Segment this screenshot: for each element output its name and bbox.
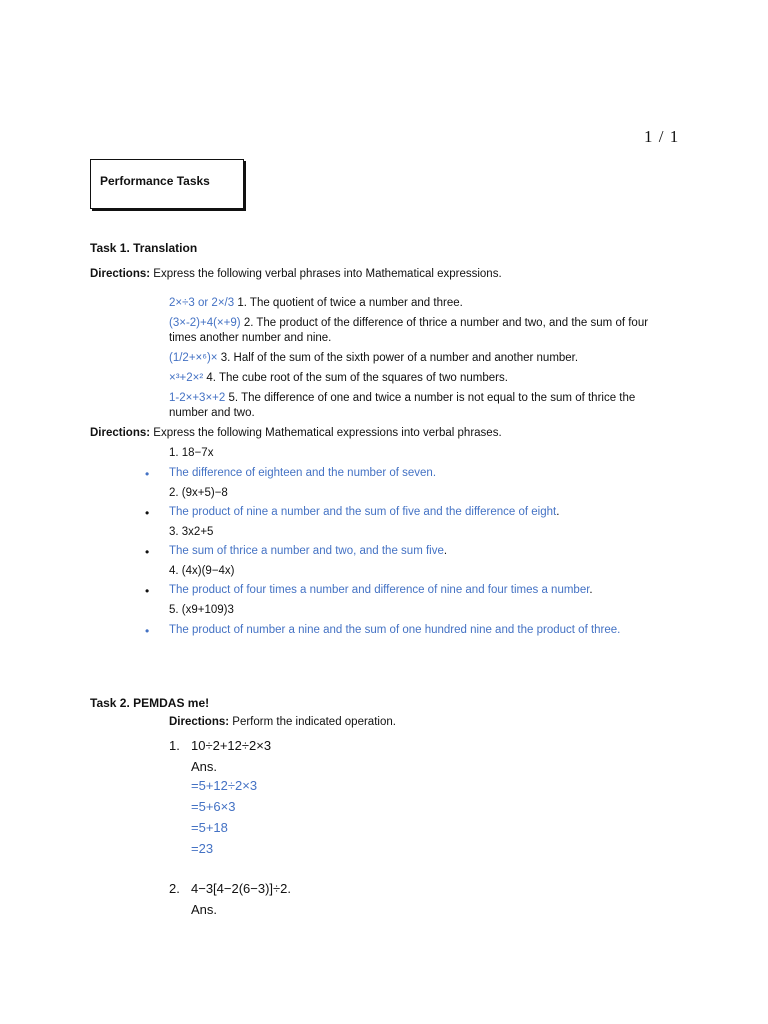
- task1-directions-2: [90, 427, 502, 439]
- directions-label: Directions:: [169, 716, 230, 728]
- translation-answer: (1/2+×⁶)×: [169, 352, 218, 364]
- translation-item-5: [169, 391, 635, 406]
- bullet-icon: •: [145, 506, 150, 520]
- translation-item-5-cont: number and two.: [169, 407, 255, 419]
- directions-label: Directions:: [90, 427, 151, 439]
- task1-directions-1: [90, 268, 502, 280]
- answer-label: Ans.: [191, 902, 218, 917]
- answer-label: Ans.: [191, 759, 218, 774]
- translation-item-4: [169, 371, 508, 386]
- translation-phrase: 1. The quotient of twice a number and three.: [237, 297, 463, 309]
- translation-answer: 1-2×+3×+2: [169, 392, 226, 404]
- translation-phrase: 2. The product of the difference of thrice a number and two, and the sum of four: [243, 317, 649, 329]
- task1-heading: Task 1. Translation: [90, 241, 198, 255]
- translation-phrase: 3. Half of the sum of the sixth power of a number and another number.: [220, 352, 579, 364]
- translation-phrase: 4. The cube root of the sum of the squares of two numbers.: [206, 372, 508, 384]
- verbal-answer-3: • The sum of thrice a number and two, and the sum five.: [145, 545, 448, 559]
- expression-3: 3. 3x2+5: [169, 526, 214, 538]
- task2-heading: Task 2. PEMDAS me!: [90, 696, 210, 710]
- pemdas-problem-2: [169, 881, 292, 896]
- page-indicator: 1 / 1: [644, 127, 680, 146]
- problem-expression: 4−3[4−2(6−3)]÷2.: [191, 881, 292, 896]
- solution-step: =23: [191, 841, 214, 856]
- translation-item-1: [169, 296, 463, 311]
- expression-1: 1. 18−7x: [169, 447, 214, 459]
- page-title: Performance Tasks: [100, 174, 210, 188]
- expression-4: 4. (4x)(9−4x): [169, 565, 235, 577]
- bullet-icon: •: [145, 584, 150, 598]
- translation-item-2-cont: times another number and nine.: [169, 332, 332, 344]
- directions-text: Express the following Mathematical expressions into verbal phrases.: [153, 427, 502, 439]
- translation-answer: (3×-2)+4(×+9): [169, 317, 241, 329]
- bullet-icon: •: [145, 624, 150, 638]
- translation-item-3: [169, 351, 578, 366]
- problem-number: 2.: [169, 881, 180, 896]
- expression-5: 5. (x9+109)3: [169, 604, 234, 616]
- expression-2: 2. (9x+5)−8: [169, 487, 228, 499]
- verbal-answer-1: • The difference of eighteen and the number of seven.: [145, 467, 437, 481]
- directions-text: Perform the indicated operation.: [232, 716, 396, 728]
- translation-phrase: 5. The difference of one and twice a number is not equal to the sum of thrice the: [228, 392, 636, 404]
- directions-label: Directions:: [90, 268, 151, 280]
- verbal-answer-4: • The product of four times a number and difference of nine and four times a number.: [145, 584, 593, 598]
- problem-expression: 10÷2+12÷2×3: [191, 738, 272, 753]
- bullet-icon: •: [145, 545, 150, 559]
- verbal-answer-5: • The product of number a nine and the sum of one hundred nine and the product of three.: [145, 624, 621, 638]
- problem-number: 1.: [169, 738, 180, 753]
- bullet-icon: •: [145, 467, 150, 481]
- translation-answer: ×³+2×²: [169, 372, 204, 384]
- verbal-answer-2: • The product of nine a number and the sum of five and the difference of eight.: [145, 506, 560, 520]
- translation-answer: 2×÷3 or 2×/3: [169, 297, 235, 309]
- translation-item-2: [169, 316, 648, 331]
- title-box: [90, 159, 244, 209]
- task2-directions: [169, 716, 396, 728]
- solution-step: =5+18: [191, 820, 228, 835]
- pemdas-problem-1: [169, 738, 272, 753]
- solution-step: =5+6×3: [191, 799, 236, 814]
- solution-step: =5+12÷2×3: [191, 778, 258, 793]
- directions-text: Express the following verbal phrases into Mathematical expressions.: [153, 268, 502, 280]
